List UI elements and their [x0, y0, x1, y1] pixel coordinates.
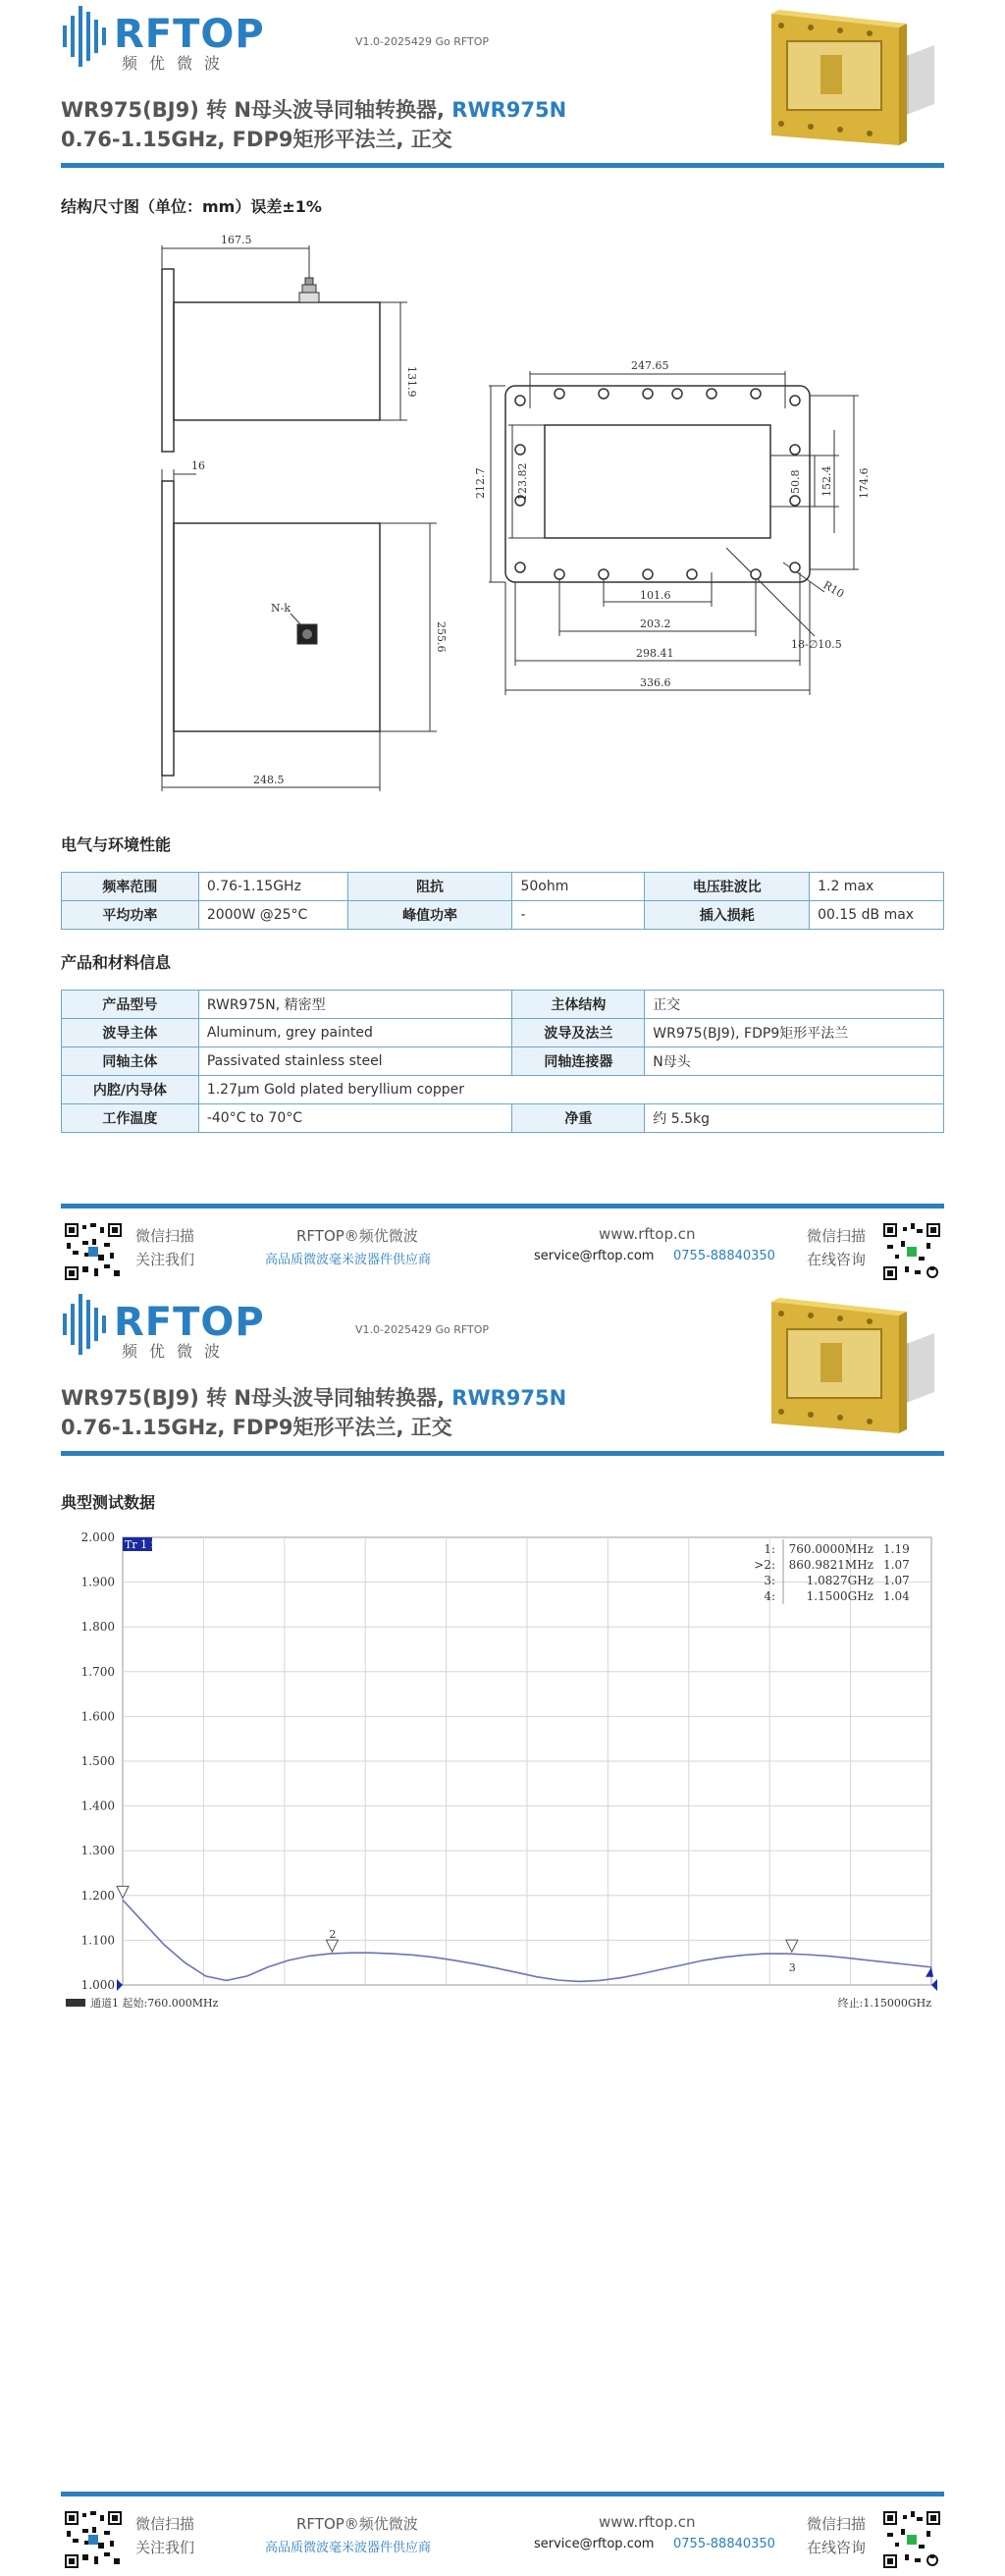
footer-company: RFTOP®频优微波: [296, 2515, 418, 2533]
dimensions-section-title: 结构尺寸图（单位：mm）误差±1%: [61, 197, 322, 216]
title-prefix: WR975(BJ9) 转 N母头波导同轴转换器,: [61, 98, 452, 122]
marker-table-id: 1:: [764, 1542, 775, 1556]
dim-101-6: 101.6: [640, 589, 671, 602]
inner-conductor-label: 内腔/内导体: [62, 1076, 199, 1104]
logo-chinese-name: 频优微波: [122, 54, 233, 73]
footer-wechat-scan-2: 微信扫描: [807, 2515, 867, 2533]
version-label: V1.0-2025429 Go RFTOP: [355, 1323, 490, 1336]
logo-wave-icon: [61, 1290, 120, 1359]
logo-text: RFTOP: [114, 1300, 265, 1345]
dim-167-5: 167.5: [221, 234, 252, 246]
footer-phone[interactable]: 0755-88840350: [673, 2537, 775, 2551]
insertion-loss-value: 00.15 dB max: [810, 901, 944, 930]
holes-label: 18-∅10.5: [791, 638, 842, 651]
dimension-drawing: [147, 224, 893, 793]
y-tick-label: 1.400: [80, 1798, 115, 1813]
header-rule: [61, 1451, 944, 1456]
marker-table-value: 1.07: [883, 1574, 910, 1587]
dim-247-65: 247.65: [631, 359, 669, 372]
dim-123-82: 123.82: [516, 462, 529, 501]
ref-arrow-left: [117, 1979, 123, 1991]
materials-table: [61, 990, 944, 1133]
page-2: [0, 1288, 1005, 2576]
coax-body-label: 同轴主体: [62, 1047, 199, 1076]
rftop-logo: [61, 1290, 267, 1359]
structure-value: 正交: [645, 991, 944, 1019]
y-tick-label: 1.600: [80, 1709, 115, 1724]
marker-table-id: 3:: [764, 1574, 775, 1587]
table-row: [62, 1076, 944, 1104]
dim-174-6: 174.6: [858, 467, 871, 499]
logo-chinese-name: 频优微波: [122, 1342, 233, 1361]
connector-label: N-k: [271, 602, 291, 615]
weight-value: 约 5.5kg: [645, 1104, 944, 1133]
dim-16: 16: [191, 459, 205, 472]
footer-follow-us: 关注我们: [135, 1251, 195, 1268]
trace-label: Tr 1 S11 SWR 100.0000mU/ 1.0000U: [125, 1538, 331, 1551]
connector-type-label: 同轴连接器: [512, 1047, 645, 1076]
dim-50-8: 50.8: [789, 469, 802, 494]
corner-radius-label: R10: [820, 578, 847, 601]
marker-table-freq: 1.0827GHz: [806, 1574, 873, 1587]
dim-131-9: 131.9: [405, 366, 418, 398]
product-image: [762, 1294, 938, 1441]
dim-203-2: 203.2: [640, 617, 671, 630]
marker-label-2: 2: [329, 1928, 337, 1942]
dim-255-6: 255.6: [435, 621, 448, 653]
product-image: [762, 6, 938, 153]
vswr-label: 电压驻波比: [645, 873, 810, 901]
dim-212-7: 212.7: [474, 467, 487, 499]
stop-label: 终止:1.15000GHz: [837, 1997, 931, 2010]
y-tick-label: 1.100: [80, 1933, 115, 1948]
y-tick-label: 1.700: [80, 1664, 115, 1679]
page-footer: [61, 1204, 944, 1282]
y-tick-labels: [81, 1530, 115, 1992]
title-prefix: WR975(BJ9) 转 N母头波导同轴转换器,: [61, 1386, 452, 1410]
footer-wechat-scan: 微信扫描: [135, 1227, 195, 1245]
table-row: [62, 1019, 944, 1047]
freq-range-value: 0.76-1.15GHz: [198, 873, 347, 901]
footer-rule: [61, 2492, 944, 2496]
table-row: [62, 1104, 944, 1133]
peak-power-label: 峰值功率: [347, 901, 512, 930]
version-label: V1.0-2025429 Go RFTOP: [355, 35, 490, 48]
inner-conductor-value: 1.27μm Gold plated beryllium copper: [198, 1076, 943, 1104]
footer-rule: [61, 1204, 944, 1208]
ref-arrow-right: [931, 1979, 937, 1991]
swr-chart: [61, 1528, 944, 2028]
flange-label: 波导及法兰: [512, 1019, 645, 1047]
coax-body-value: Passivated stainless steel: [198, 1047, 512, 1076]
dim-298-41: 298.41: [636, 647, 674, 660]
footer-online-consult: 在线咨询: [807, 2539, 867, 2556]
impedance-label: 阻抗: [347, 873, 512, 901]
table-row: [62, 901, 944, 930]
marker-table-freq: 1.1500GHz: [806, 1589, 873, 1603]
connector-type-value: N母头: [645, 1047, 944, 1076]
footer-email[interactable]: service@rftop.com: [534, 2537, 655, 2551]
footer-wechat-scan: 微信扫描: [135, 2515, 195, 2533]
temperature-label: 工作温度: [62, 1104, 199, 1133]
footer-wechat-scan-2: 微信扫描: [807, 1227, 867, 1245]
table-row: [62, 873, 944, 901]
avg-power-label: 平均功率: [62, 901, 199, 930]
qr-code-icon[interactable]: [65, 1223, 122, 1280]
footer-online-consult: 在线咨询: [807, 1251, 867, 1268]
qr-code-icon[interactable]: [65, 2511, 122, 2568]
avg-power-value: 2000W @25°C: [198, 901, 347, 930]
marker-table-id: >2:: [754, 1558, 775, 1572]
table-row: [62, 1047, 944, 1076]
electrical-section-title: 电气与环境性能: [61, 835, 172, 854]
product-subtitle: 0.76-1.15GHz, FDP9矩形平法兰, 正交: [61, 1416, 452, 1439]
product-subtitle: 0.76-1.15GHz, FDP9矩形平法兰, 正交: [61, 128, 452, 151]
footer-slogan: 高品质微波毫米波器件供应商: [265, 2541, 432, 2555]
marker-table-freq: 760.0000MHz: [788, 1542, 873, 1556]
model-label: 产品型号: [62, 991, 199, 1019]
start-label: 通道1 起始:760.000MHz: [90, 1997, 219, 2010]
title-model: RWR975N: [451, 1386, 567, 1410]
marker-table-value: 1.04: [883, 1589, 910, 1603]
y-tick-label: 1.800: [80, 1620, 115, 1635]
channel-icon: [66, 1999, 85, 2007]
footer-slogan: 高品质微波毫米波器件供应商: [265, 1253, 432, 1267]
footer-email[interactable]: service@rftop.com: [534, 1249, 655, 1263]
footer-phone[interactable]: 0755-88840350: [673, 1249, 775, 1263]
impedance-value: 50ohm: [512, 873, 645, 901]
freq-range-label: 频率范围: [62, 873, 199, 901]
footer-company: RFTOP®频优微波: [296, 1227, 418, 1245]
table-row: [62, 991, 944, 1019]
y-tick-label: 1.900: [80, 1575, 115, 1589]
y-tick-label: 1.200: [80, 1888, 115, 1903]
temperature-value: -40°C to 70°C: [198, 1104, 512, 1133]
header-rule: [61, 163, 944, 168]
title-model: RWR975N: [451, 98, 567, 122]
marker-table-id: 4:: [764, 1589, 775, 1603]
electrical-table: [61, 872, 944, 930]
marker-label-3: 3: [788, 1961, 796, 1975]
marker-table-value: 1.19: [883, 1542, 910, 1556]
footer-website[interactable]: www.rftop.cn: [599, 1225, 696, 1243]
y-tick-label: 1.300: [80, 1844, 115, 1858]
dim-152-4: 152.4: [820, 465, 833, 497]
logo-wave-icon: [61, 2, 120, 71]
rftop-logo: [61, 2, 267, 71]
y-tick-label: 1.000: [80, 1978, 115, 1992]
qr-code-icon[interactable]: [883, 2511, 940, 2568]
marker-table-value: 1.07: [883, 1558, 910, 1572]
dim-336-6: 336.6: [640, 676, 671, 689]
product-title: [61, 94, 566, 124]
footer-follow-us: 关注我们: [135, 2539, 195, 2556]
y-tick-label: 1.500: [80, 1754, 115, 1768]
waveguide-body-label: 波导主体: [62, 1019, 199, 1047]
waveguide-body-value: Aluminum, grey painted: [198, 1019, 512, 1047]
flange-value: WR975(BJ9), FDP9矩形平法兰: [645, 1019, 944, 1047]
weight-label: 净重: [512, 1104, 645, 1133]
materials-section-title: 产品和材料信息: [61, 953, 172, 972]
peak-power-value: -: [512, 901, 645, 930]
structure-label: 主体结构: [512, 991, 645, 1019]
y-tick-label: 2.000: [80, 1530, 115, 1544]
test-data-section-title: 典型测试数据: [61, 1493, 156, 1512]
insertion-loss-label: 插入损耗: [645, 901, 810, 930]
dim-248-5: 248.5: [253, 774, 285, 786]
marker-table-freq: 860.9821MHz: [788, 1558, 873, 1572]
product-title: [61, 1382, 566, 1412]
footer-website[interactable]: www.rftop.cn: [599, 2513, 696, 2531]
page-footer: [61, 2492, 944, 2570]
logo-text: RFTOP: [114, 12, 265, 57]
model-value: RWR975N, 精密型: [198, 991, 512, 1019]
vswr-value: 1.2 max: [810, 873, 944, 901]
qr-code-icon[interactable]: [883, 1223, 940, 1280]
